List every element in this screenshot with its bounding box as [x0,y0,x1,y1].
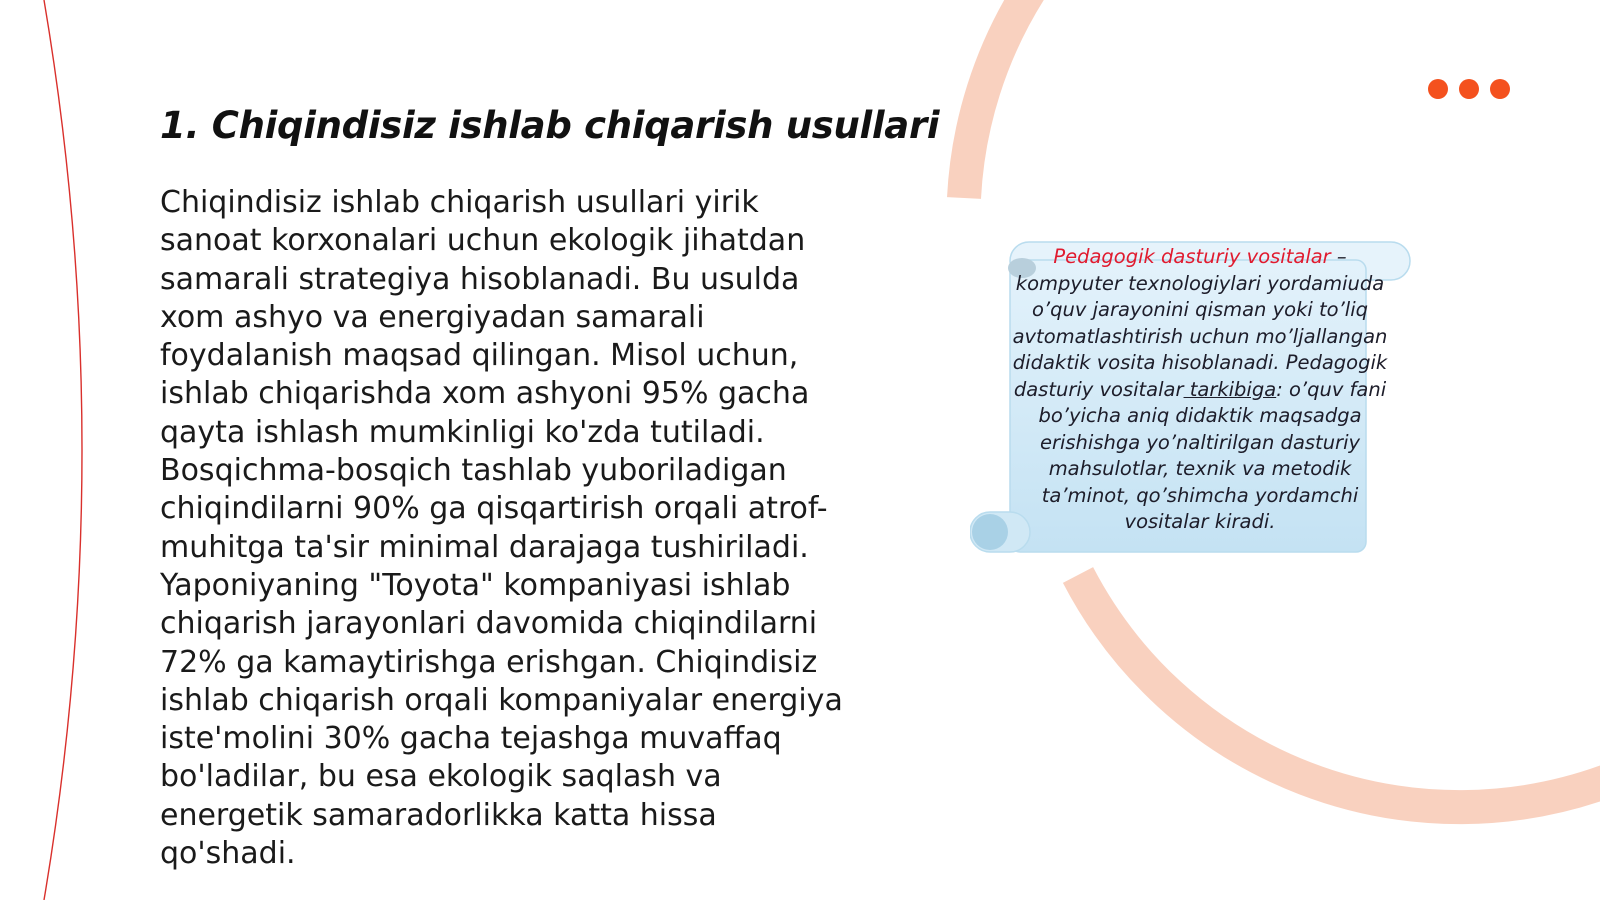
slide-body-text: Chiqindisiz ishlab chiqarish usullari yirik sanoat korxonalari uchun ekologik jihatdan samarali strategiya hisoblanadi. Bu usulda xom ashyo va energiyadan samarali foydalanish maqsad qilingan. Misol uchun, ishlab chiqarishda xom ashyoni 95% gacha qayta ishlash mumkinligi ko'zda tutiladi. Bosqichma-bosqich tashlab yuboriladigan chiqindilarni 90% ga qisqartirish orqali atrof-muhitga ta'sir minimal darajaga tushiriladi. Yaponiyaning "Toyota" kompaniyasi ishlab chiqarish jarayonlari davomida chiqindilarni 72% ga kamaytirishga erishgan. Chiqindisiz ishlab chiqarish orqali kompaniyalar energiya iste'molini 30% gacha tejashga muvaffaq bo'ladilar, bu esa ekologik saqlash va energetik samaradorlikka katta hissa qo'shadi. [160,185,843,872]
more-dots-icon [1428,79,1510,99]
definition-text-part1: – kompyuter texnologiylari yordamiuda o’quv jarayonini qisman yoki to’liq avtomatlashtirish uchun mo’ljallangan didaktik vosita hisoblanadi. Pedagogik dasturiy vositalar [1012,245,1388,401]
dot [1490,79,1510,99]
left-red-curve [44,0,82,900]
definition-term: Pedagogik dasturiy vositalar [1053,245,1331,268]
definition-underlined-word: tarkibiga [1183,377,1277,401]
decor-arc-bottom [1078,575,1600,807]
dot [1428,79,1448,99]
definition-text-part2: : o’quv fani bo’yicha aniq didaktik maqsadga erishishga yo’naltirilgan dasturiy mahsulotlar, texnik va metodik ta’minot, qo’shimcha yordamchi vositalar kiradi. [1038,377,1387,533]
decor-arc-top [964,0,1030,198]
slide-title: 1. Chiqindisiz ishlab chiqarish usullari [160,104,940,147]
dot [1459,79,1479,99]
scroll-definition-text [1010,244,1390,572]
